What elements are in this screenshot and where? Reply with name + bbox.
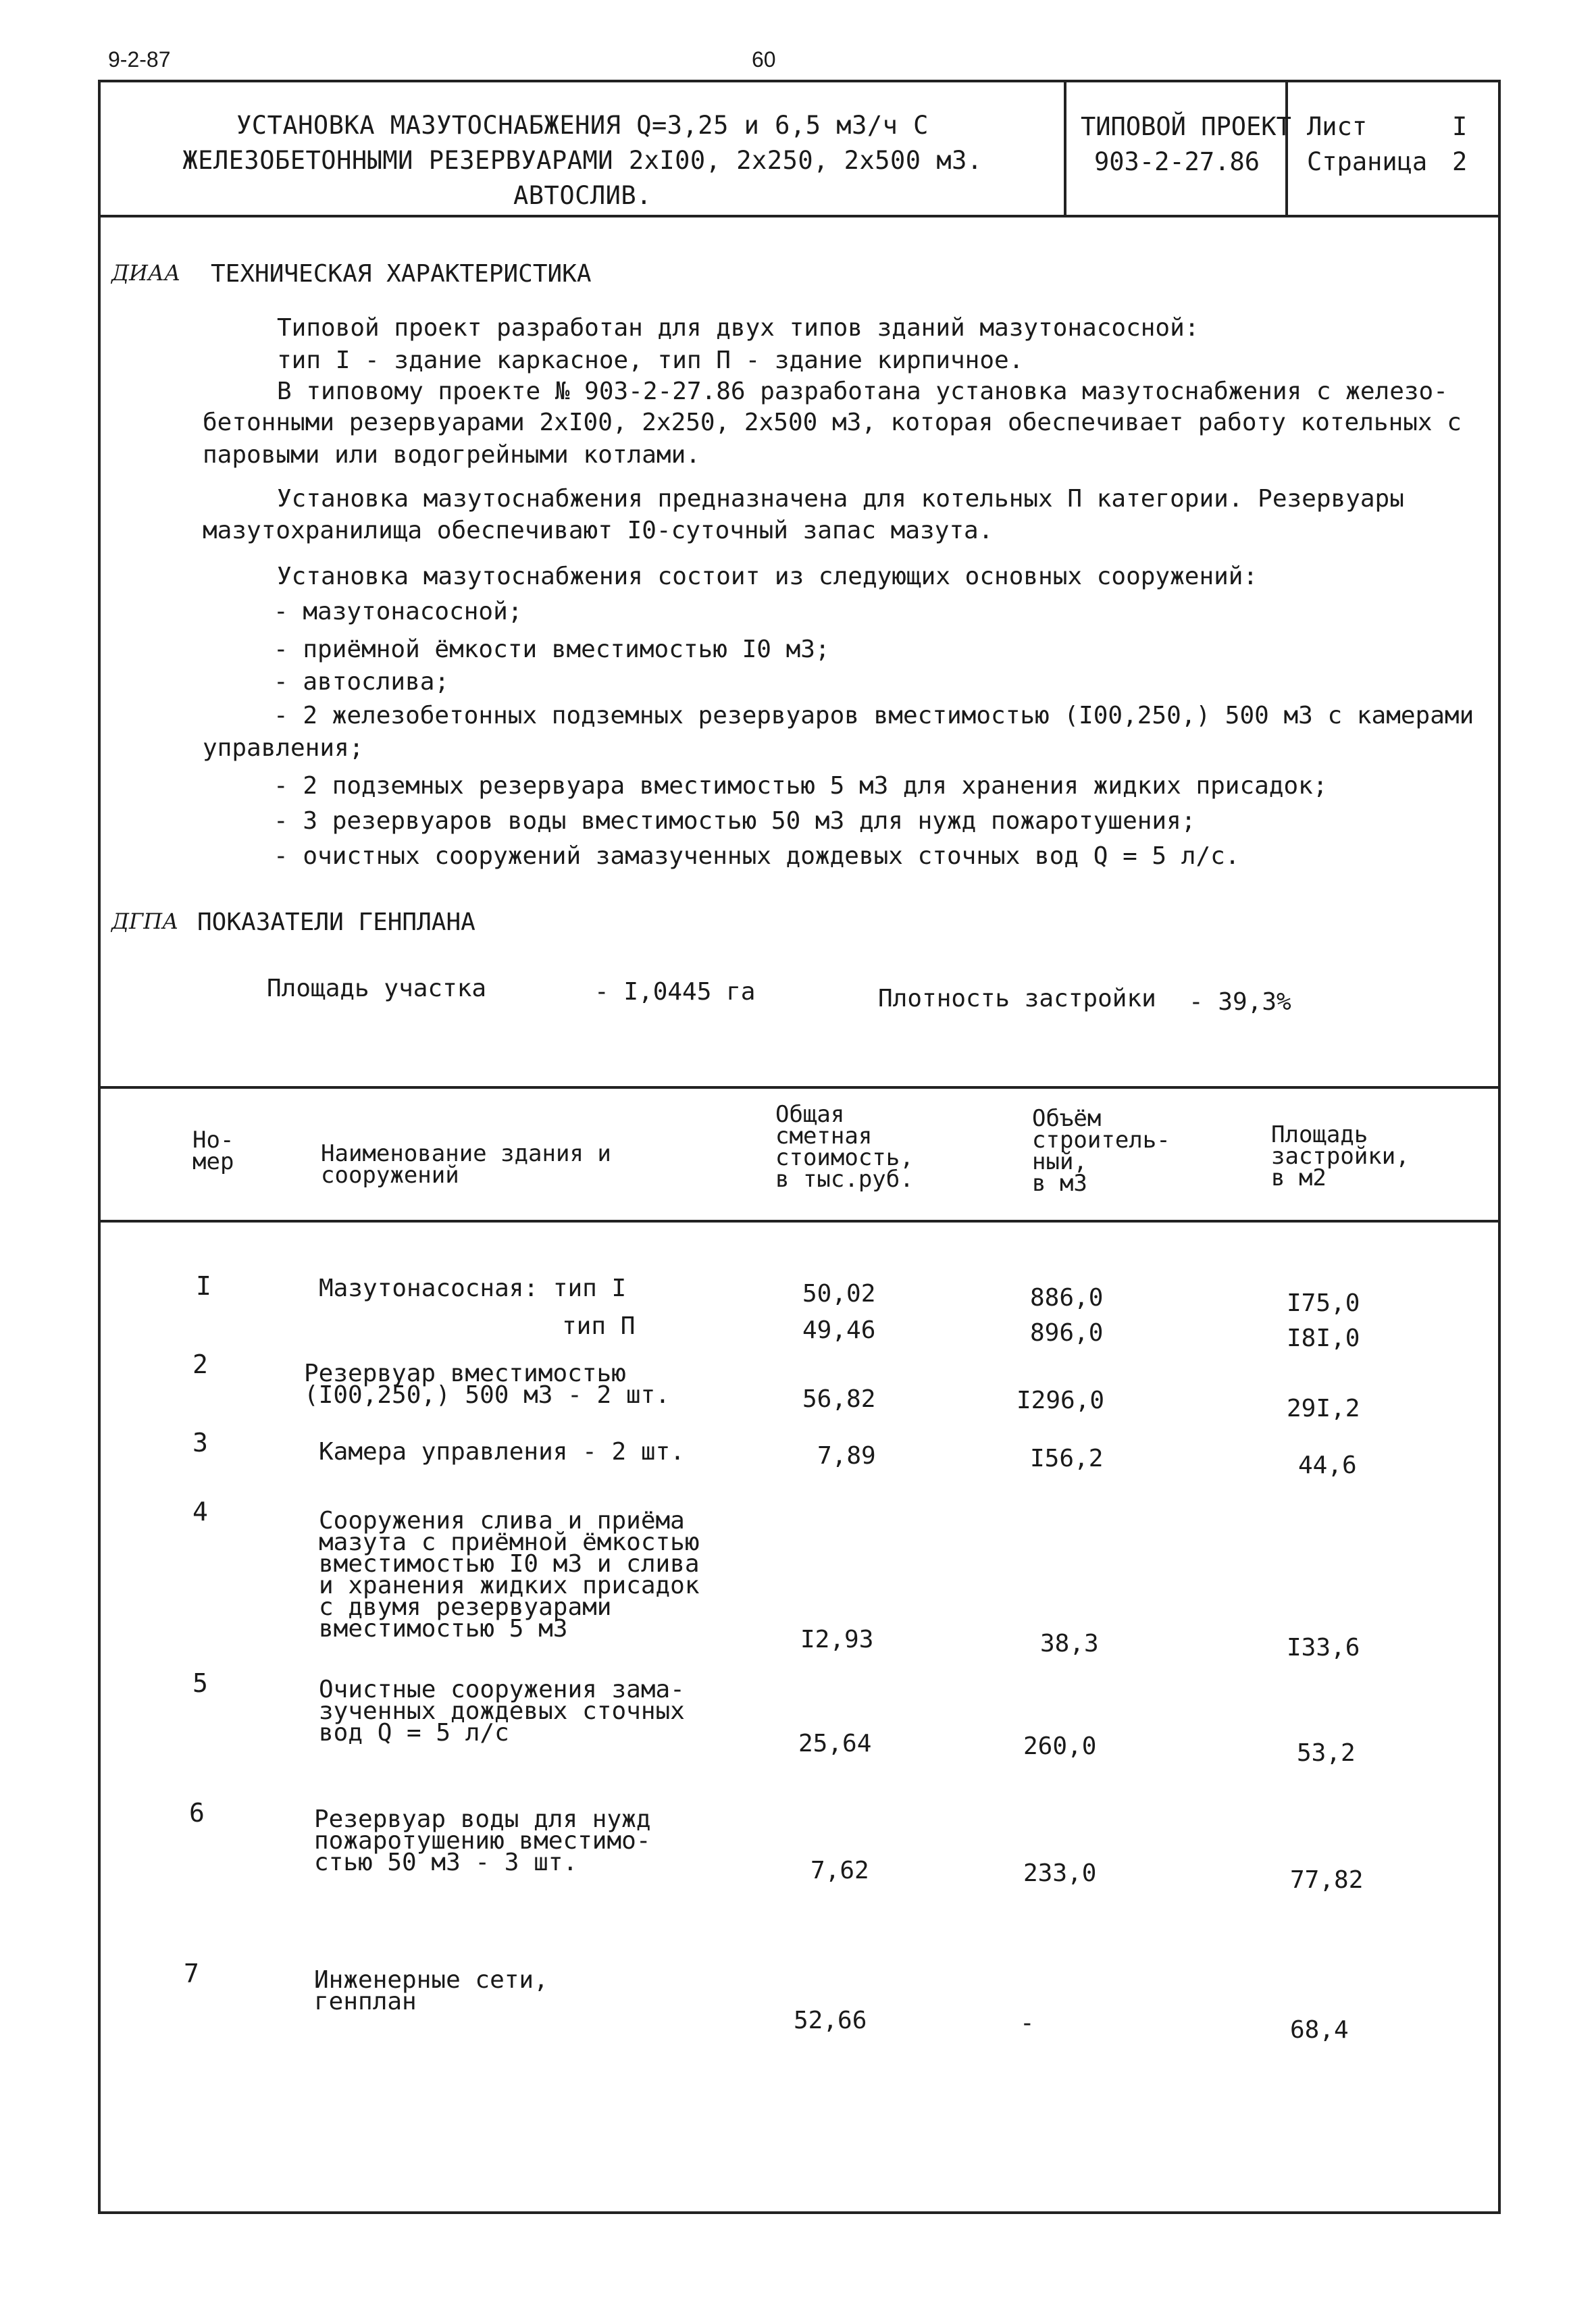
- row-5-volume: 260,0: [1023, 1732, 1097, 1760]
- project-label: ТИПОВОЙ ПРОЕКТ: [1081, 112, 1291, 141]
- row-1-volume: 886,0: [1030, 1284, 1104, 1312]
- row-2-volume: I296,0: [1016, 1387, 1105, 1414]
- header-divider-1: [1064, 80, 1066, 216]
- row-1b-cost: 49,46: [802, 1316, 876, 1344]
- project-number: 903-2-27.86: [1094, 147, 1260, 176]
- page-value: 2: [1452, 147, 1468, 176]
- tech-line-5: паровыми или водогрейными котлами.: [203, 441, 700, 469]
- row-7-number: 7: [184, 1959, 199, 1988]
- document-title: [101, 108, 1064, 213]
- tech-line-6: Установка мазутоснабжения предназначена для котельных П категории. Резервуары: [277, 485, 1404, 513]
- page-label: Страница: [1307, 147, 1428, 176]
- tech-section-mark: ДИАА: [111, 260, 181, 286]
- row-7-name: Инженерные сети, генплан: [314, 1966, 548, 2015]
- density-value: - 39,3%: [1189, 988, 1291, 1016]
- header-divider-2: [1285, 80, 1288, 216]
- col-header-name: Наименование здания и сооружений: [321, 1140, 611, 1189]
- row-3-name: Камера управления - 2 шт.: [319, 1438, 685, 1466]
- row-1b-name: тип П: [562, 1312, 636, 1340]
- row-1-number: I: [196, 1271, 211, 1301]
- plot-area-label: Площадь участка: [267, 975, 487, 1002]
- tech-line-13: управления;: [203, 734, 364, 762]
- row-7-volume: -: [1020, 2009, 1035, 2037]
- row-2-area: 29I,2: [1287, 1395, 1360, 1422]
- tech-heading: ТЕХНИЧЕСКАЯ ХАРАКТЕРИСТИКА: [211, 260, 592, 288]
- row-5-name: Очистные сооружения зама- зученных дождевых сточных вод Q = 5 л/с: [319, 1676, 685, 1747]
- row-4-cost: I2,93: [800, 1626, 874, 1653]
- sheet-value: I: [1452, 112, 1468, 141]
- row-5-cost: 25,64: [798, 1730, 872, 1757]
- row-1-name: Мазутонасосная: тип I: [319, 1275, 627, 1302]
- tech-line-2: тип I - здание каркасное, тип П - здание кирпичное.: [277, 346, 1024, 374]
- genplan-heading: ПОКАЗАТЕЛИ ГЕНПЛАНА: [197, 908, 475, 936]
- page-number: 60: [752, 47, 776, 72]
- title-line-1: УСТАНОВКА МАЗУТОСНАБЖЕНИЯ Q=3,25 и 6,5 м3/ч С: [236, 111, 929, 140]
- table-top-rule: [98, 1086, 1501, 1089]
- row-7-area: 68,4: [1290, 2016, 1349, 2044]
- row-4-volume: 38,3: [1040, 1630, 1099, 1657]
- tech-line-14: - 2 подземных резервуара вместимостью 5 м3 для хранения жидких присадок;: [274, 772, 1328, 800]
- tech-line-11: - автослива;: [274, 668, 450, 696]
- row-6-name: Резервуар воды для нужд пожаротушению вместимо- стью 50 м3 - 3 шт.: [314, 1805, 651, 1876]
- tech-line-4: бетонными резервуарами 2хI00, 2х250, 2х500 м3, которая обеспечивает работу котельных с: [203, 409, 1462, 436]
- row-1-cost: 50,02: [802, 1280, 876, 1308]
- row-1b-area: I8I,0: [1287, 1325, 1360, 1352]
- plot-area-value: - I,0445 га: [594, 978, 756, 1006]
- col-header-area: Площадь застройки, в м2: [1271, 1121, 1410, 1191]
- row-6-number: 6: [189, 1798, 205, 1828]
- table-header-rule: [98, 1220, 1501, 1223]
- tech-line-16: - очистных сооружений замазученных дождевых сточных вод Q = 5 л/с.: [274, 842, 1240, 870]
- tech-line-1: Типовой проект разработан для двух типов зданий мазутонасосной:: [277, 314, 1200, 342]
- row-1-area: I75,0: [1287, 1289, 1360, 1317]
- row-6-volume: 233,0: [1023, 1859, 1097, 1887]
- genplan-section-mark: ДГПА: [111, 908, 179, 934]
- row-6-area: 77,82: [1290, 1866, 1364, 1894]
- tech-line-3: В типовому проекте № 903-2-27.86 разработана установка мазутоснабжения с железо-: [277, 378, 1448, 405]
- row-4-number: 4: [192, 1497, 208, 1526]
- tech-line-10: - приёмной ёмкости вместимостью I0 м3;: [274, 636, 830, 663]
- row-3-cost: 7,89: [817, 1442, 876, 1470]
- col-header-volume: Объём строитель- ный, в м3: [1032, 1105, 1170, 1197]
- row-2-name: Резервуар вместимостью (I00,250,) 500 м3 - 2 шт.: [304, 1360, 670, 1409]
- col-header-number: Но- мер: [192, 1127, 234, 1175]
- row-2-cost: 56,82: [802, 1385, 876, 1413]
- row-2-number: 2: [192, 1349, 208, 1379]
- row-5-area: 53,2: [1297, 1739, 1356, 1767]
- row-3-volume: I56,2: [1030, 1445, 1104, 1472]
- row-6-cost: 7,62: [810, 1857, 869, 1884]
- sheet-label: Лист: [1307, 112, 1368, 141]
- row-5-number: 5: [192, 1668, 208, 1698]
- tech-line-8: Установка мазутоснабжения состоит из следующих основных сооружений:: [277, 563, 1258, 590]
- row-4-name: Сооружения слива и приёма мазута с приёмной ёмкостью вместимостью I0 м3 и слива и хранения жидких присадок с двумя резервуарами вместимостью 5 м3: [319, 1507, 700, 1643]
- density-label: Плотность застройки: [878, 985, 1156, 1012]
- document-code: 9-2-87: [108, 47, 171, 72]
- tech-line-15: - 3 резервуаров воды вместимостью 50 м3 для нужд пожаротушения;: [274, 807, 1196, 835]
- col-header-cost: Общая сметная стоимость, в тыс.руб.: [775, 1101, 914, 1193]
- title-line-3: АВТОСЛИВ.: [513, 181, 652, 210]
- row-4-area: I33,6: [1287, 1634, 1360, 1662]
- title-line-2: ЖЕЛЕЗОБЕТОННЫМИ РЕЗЕРВУАРАМИ 2хI00, 2х250, 2х500 м3.: [182, 146, 983, 175]
- row-1b-volume: 896,0: [1030, 1319, 1104, 1347]
- tech-line-9: - мазутонасосной;: [274, 598, 523, 625]
- row-3-area: 44,6: [1298, 1451, 1357, 1479]
- tech-line-7: мазутохранилища обеспечивают I0-суточный запас мазута.: [203, 517, 994, 544]
- header-bottom-rule: [98, 215, 1501, 217]
- row-3-number: 3: [192, 1428, 208, 1458]
- tech-line-12: - 2 железобетонных подземных резервуаров вместимостью (I00,250,) 500 м3 с камерами: [274, 702, 1474, 729]
- row-7-cost: 52,66: [794, 2007, 867, 2034]
